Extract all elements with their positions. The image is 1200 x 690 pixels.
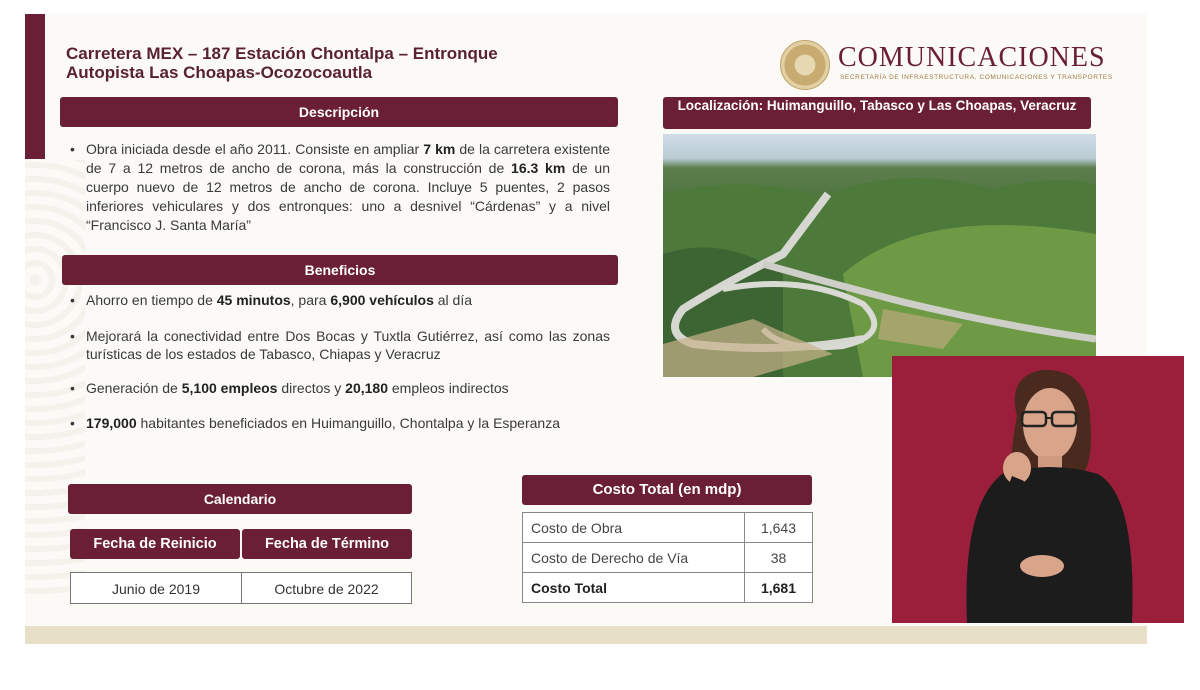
accent-bar <box>25 14 45 159</box>
descripcion-text <box>86 140 610 235</box>
text-run: , para <box>290 292 331 308</box>
title-line-1: Carretera MEX – 187 Estación Chontalpa – Entronque <box>66 44 498 63</box>
table-row-total <box>523 573 813 603</box>
bullet-icon: • <box>70 292 75 308</box>
bullet-icon: • <box>70 380 75 396</box>
national-seal-icon <box>780 40 830 90</box>
bottom-band <box>25 626 1147 644</box>
cost-label: Costo de Derecho de Vía <box>523 543 745 573</box>
costo-heading: Costo Total (en mdp) <box>522 475 812 505</box>
calendario-heading: Calendario <box>68 484 412 514</box>
descripcion-paragraph <box>70 140 610 235</box>
descripcion-heading: Descripción <box>60 97 618 127</box>
fecha-termino-value: Octubre de 2022 <box>241 572 412 604</box>
text-run: Obra iniciada desde el año 2011. Consiste en ampliar <box>86 141 424 157</box>
beneficio-text <box>86 414 610 432</box>
beneficio-item <box>70 291 610 309</box>
highlight: 6,900 vehículos <box>330 292 434 308</box>
fecha-termino-header: Fecha de Término <box>242 529 412 559</box>
text-run: directos y <box>277 380 346 396</box>
interpreter-figure <box>892 356 1184 623</box>
logo-wordmark: COMUNICACIONES <box>838 42 1106 73</box>
beneficios-heading: Beneficios <box>62 255 618 285</box>
text-run: habitantes beneficiados en Huimanguillo, Chontalpa y la Esperanza <box>136 415 560 431</box>
beneficio-item <box>70 414 610 432</box>
fecha-reinicio-header: Fecha de Reinicio <box>70 529 240 559</box>
table-row <box>523 543 813 573</box>
cost-value: 1,681 <box>745 573 813 603</box>
cost-value: 38 <box>745 543 813 573</box>
cost-label: Costo de Obra <box>523 513 745 543</box>
beneficio-item <box>70 327 610 363</box>
text-run: de la carretera existente de 7 a 12 metros de ancho de corona, más la construcción de <box>86 141 610 176</box>
beneficio-text <box>86 291 610 309</box>
localizacion-heading: Localización: Huimanguillo, Tabasco y Las Choapas, Veracruz <box>663 97 1091 129</box>
fecha-reinicio-value: Junio de 2019 <box>70 572 242 604</box>
highlight-7km: 7 km <box>423 141 456 157</box>
bullet-icon: • <box>70 415 75 431</box>
slide-title <box>66 44 606 82</box>
highlight: 45 minutos <box>216 292 291 308</box>
title-line-2: Autopista Las Choapas-Ocozocoautla <box>66 63 373 82</box>
beneficio-text: Mejorará la conectividad entre Dos Bocas y Tuxtla Gutiérrez, así como las zonas turísticas de los estados de Tabasco, Chiapas y Veracruz <box>86 328 610 362</box>
beneficio-item <box>70 379 610 397</box>
text-run: Ahorro en tiempo de <box>86 292 217 308</box>
highlight: 5,100 empleos <box>181 380 278 396</box>
sict-logo <box>780 40 1120 90</box>
text-run: empleos indirectos <box>388 380 509 396</box>
text-run: al día <box>433 292 473 308</box>
table-row <box>523 513 813 543</box>
text-run: de un cuerpo nuevo de 12 metros de ancho de corona. Incluye 5 puentes, 2 pasos inferiores vehiculares y dos entronques: uno a desnivel “Cárdenas” y a nivel “Francisco J. Santa María” <box>86 160 610 233</box>
cost-label: Costo Total <box>523 573 745 603</box>
highlight: 20,180 <box>345 380 388 396</box>
highlight-16km: 16.3 km <box>511 160 566 176</box>
text-run: Generación de <box>86 380 182 396</box>
highway-aerial-photo <box>663 134 1096 377</box>
logo-subtitle: SECRETARÍA DE INFRAESTRUCTURA, COMUNICACIONES Y TRANSPORTES <box>840 74 1113 81</box>
sign-language-interpreter-video <box>892 356 1184 623</box>
highlight: 179,000 <box>86 415 137 431</box>
beneficio-text <box>86 379 610 397</box>
costo-table <box>522 512 813 603</box>
bullet-icon: • <box>70 328 75 344</box>
highway-photo-illustration <box>663 134 1096 377</box>
bullet-icon: • <box>70 141 75 157</box>
cost-value: 1,643 <box>745 513 813 543</box>
